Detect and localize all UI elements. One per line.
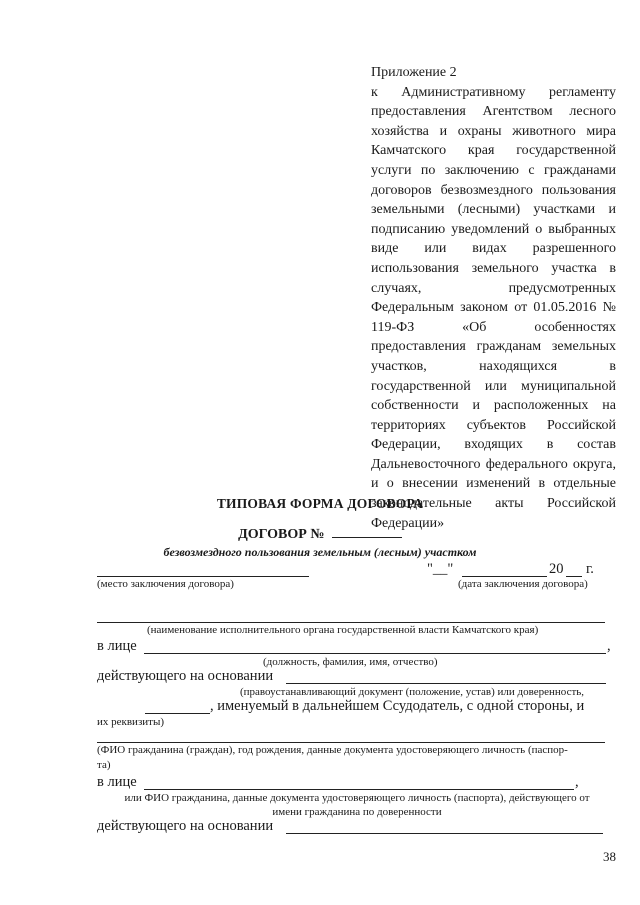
authority-blank [97, 622, 605, 623]
acting-basis-blank [286, 683, 606, 684]
basis-caption: (правоустанавливающий документ (положение, устав) или доверенность, [240, 686, 585, 698]
month-blank [462, 576, 547, 577]
in-person-label-2: в лице [97, 774, 137, 790]
in-person-comma-2: , [575, 774, 579, 790]
appendix-block [371, 63, 616, 533]
year-blank [566, 576, 582, 577]
in-person-label: в лице [97, 638, 137, 654]
in-person-blank-2 [144, 789, 574, 790]
form-title: ТИПОВАЯ ФОРМА ДОГОВОРА [216, 496, 424, 511]
citizen-caption-2: та) [97, 759, 111, 771]
requisites-caption: их реквизиты) [97, 716, 165, 728]
proxy-caption-2: имени гражданина по доверенности [272, 806, 442, 818]
contract-number-blank [332, 537, 402, 538]
appendix-text: к Административному регламенту предоставления Агентством лесного хозяйства и охраны животного мира Камчатского края государственной услуги по заключению с гражданами договоров безвозмездного пользования земельными (лесными) участками и подписанию уведомлений о выбранных виде или видах разрешенного использования земельного участка в случаях, предусмотренных Федеральным законом от 01.05.2016 № 119-ФЗ «Об особенностях предоставления гражданам земельных участков, находящихся в государственной или муниципальной собственности и расположенных на территориях субъектов Российской Федерации, входящих в состав Дальневосточного федерального округа, и о внесении изменений в отдельные законодательные акты Российской Федерации» [371, 84, 616, 531]
acting-basis-label-2: действующего на основании [97, 818, 274, 834]
form-subtitle: безвозмездного пользования земельным (лесным) участком [163, 545, 477, 559]
authority-caption: (наименование исполнительного органа государственной власти Камчатского края) [147, 624, 539, 636]
place-blank [97, 576, 309, 577]
in-person-blank [144, 653, 606, 654]
citizen-caption-1: (ФИО гражданина (граждан), год рождения, данные документа удостоверяющего личность (паспор- [97, 744, 568, 756]
date-caption: (дата заключения договора) [458, 578, 588, 590]
lender-text: , именуемый в дальнейшем Ссудодатель, с одной стороны, и [210, 698, 585, 714]
proxy-caption-1: или ФИО гражданина, данные документа удостоверяющего личность (паспорта), действующего от [124, 792, 590, 804]
contract-number-label: ДОГОВОР № [238, 527, 325, 542]
contract-number-line [0, 527, 640, 543]
date-quote: "__" [427, 561, 454, 577]
appendix-heading: Приложение 2 [371, 65, 457, 80]
year-prefix: 20 [549, 561, 564, 577]
position-caption: (должность, фамилия, имя, отчество) [263, 656, 438, 668]
lender-blank [145, 713, 210, 714]
place-caption: (место заключения договора) [97, 578, 234, 590]
page-number: 38 [603, 849, 616, 864]
acting-basis-blank-2 [286, 833, 603, 834]
year-suffix: г. [586, 561, 594, 577]
in-person-comma: , [607, 638, 611, 654]
acting-basis-label: действующего на основании [97, 668, 274, 684]
citizen-blank [97, 742, 605, 743]
